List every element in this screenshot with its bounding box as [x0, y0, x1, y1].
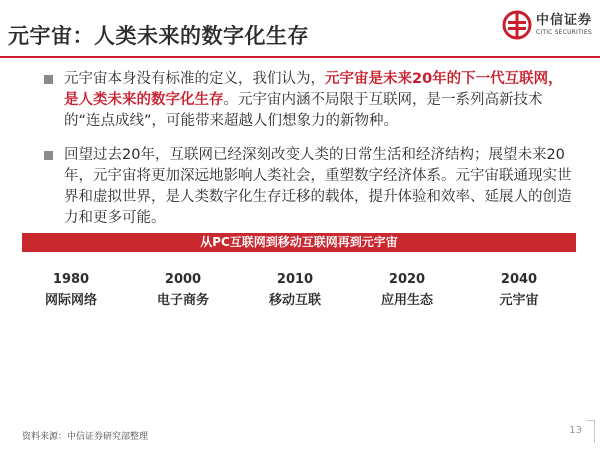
timeline-item: [362, 272, 452, 309]
timeline-year: 2010: [276, 272, 314, 287]
section-banner: 从PC互联网到移动互联网再到元宇宙: [22, 233, 576, 252]
timeline-label: 电子商务: [156, 293, 209, 308]
bullet-item: [44, 145, 574, 229]
bullet-2-text: 回望过去20年，互联网已经深刻改变人类的日常生活和经济结构；展望未来20年，元宇宙将更加深远地影响人类社会，重塑数字经济体系。元宇宙联通现实世界和虚拟世界，是人类数字化生存迁移的载体，提升体验和效率、延展人的创造力和更多可能。: [64, 147, 572, 226]
timeline-item: [26, 272, 116, 309]
bullet-1-highlight: 元宇宙是未来20年的下一代互联网，是人类未来的数字化生存: [64, 71, 563, 108]
citic-logo: [502, 10, 592, 40]
timeline-label: 移动互联: [268, 293, 321, 308]
timeline-item: [138, 272, 228, 309]
bullet-square-icon: [44, 75, 53, 84]
bullet-list: [44, 69, 574, 242]
timeline-label: 应用生态: [380, 293, 433, 308]
timeline-year: 2000: [164, 272, 202, 287]
page-corner-bracket: [586, 420, 595, 443]
bullet-1-pre: 元宇宙本身没有标准的定义，我们认为，: [64, 71, 325, 87]
header-divider: [0, 56, 600, 58]
page-number: 13: [569, 425, 582, 436]
source-note: 资料来源：中信证券研究部整理: [22, 432, 149, 442]
timeline-item: [474, 272, 564, 309]
timeline-year: 2020: [388, 272, 426, 287]
bullet-1-post: 。元宇宙内涵不局限于互联网，是一系列高新技术的“连点成线”，可能带来超越人们想象力的新物种。: [64, 92, 543, 129]
timeline-year: 1980: [52, 272, 90, 287]
bullet-item: [44, 69, 574, 132]
page-title: 元宇宙：人类未来的数字化生存: [8, 24, 309, 48]
logo-text-en: CITIC SECURITIES: [535, 29, 592, 36]
timeline-label: 元宇宙: [499, 293, 539, 308]
citic-logo-icon: [502, 10, 532, 40]
logo-text-cn: 中信证券: [535, 13, 592, 28]
bullet-square-icon: [44, 151, 53, 160]
timeline-year: 2040: [500, 272, 538, 287]
timeline-label: 网际网络: [44, 293, 97, 308]
timeline-item: [250, 272, 340, 309]
